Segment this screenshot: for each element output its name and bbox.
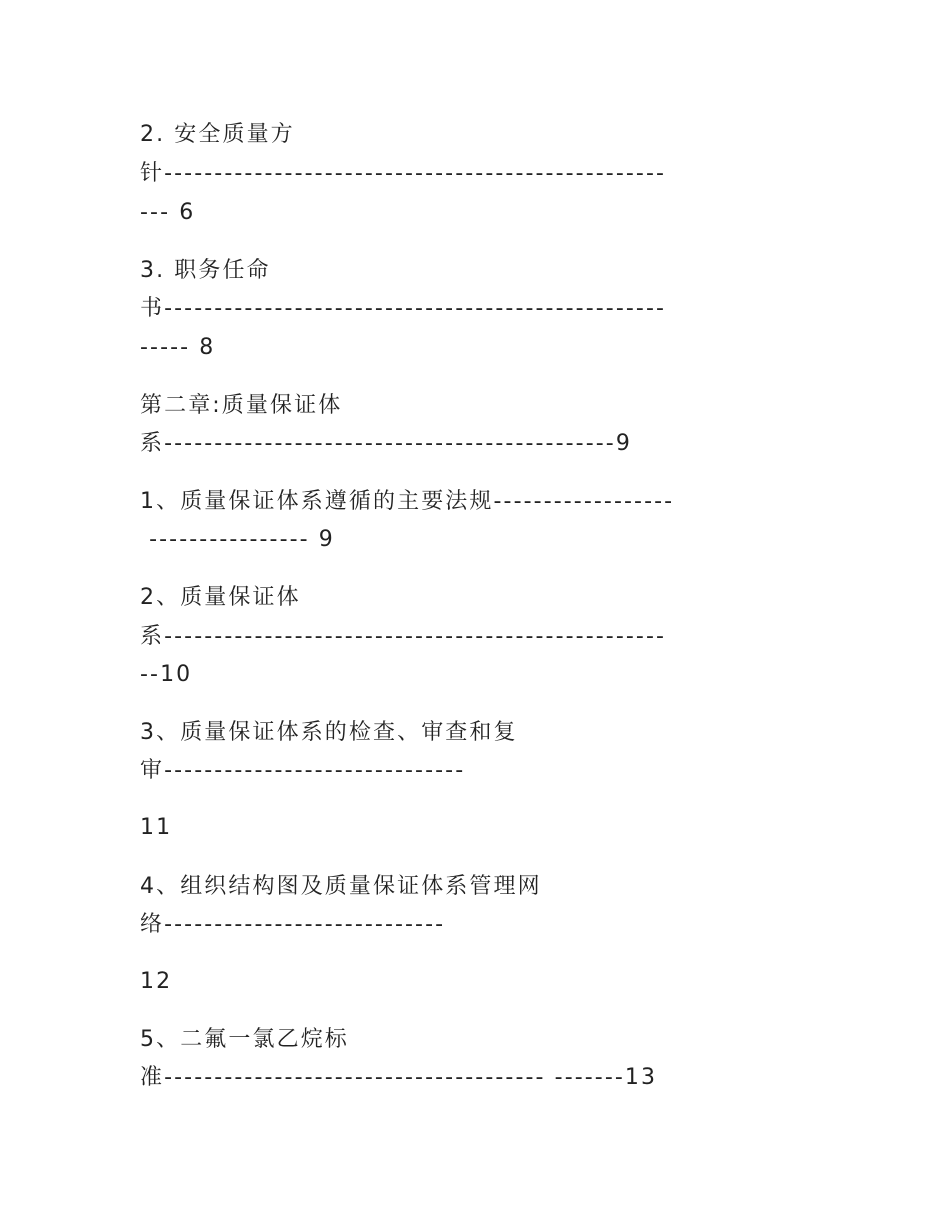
toc-line: 5、二氟一氯乙烷标 [140,1027,349,1052]
toc-line: 第二章:质量保证体 [140,393,343,418]
toc-line: 4、组织结构图及质量保证体系管理网 [140,874,542,899]
toc-line: 系---------------------------------------------9 [140,431,632,456]
toc-line: 络---------------------------- [140,912,446,937]
toc-line: --10 [140,662,193,687]
toc-line: 书-------------------------------------------------- [140,296,667,321]
toc-line: 1、质量保证体系遵循的主要法规------------------ [140,489,675,514]
toc-line: 审------------------------------ [140,758,466,783]
toc-line: 3. 职务任命 [140,258,271,283]
toc-line: 针-------------------------------------------------- [140,161,667,186]
toc-line: ---------------- 9 [140,527,335,552]
toc-page-number: 12 [140,969,173,994]
toc-line: 准-------------------------------------- -------13 [140,1065,658,1090]
toc-line: 系-------------------------------------------------- [140,624,667,649]
toc-line: ----- 8 [140,335,216,360]
toc-line: --- 6 [140,200,196,225]
toc-line: 2、质量保证体 [140,585,301,610]
toc-line: 3、质量保证体系的检查、审查和复 [140,720,518,745]
toc-page-number: 11 [140,815,173,840]
toc-line: 2. 安全质量方 [140,122,295,147]
